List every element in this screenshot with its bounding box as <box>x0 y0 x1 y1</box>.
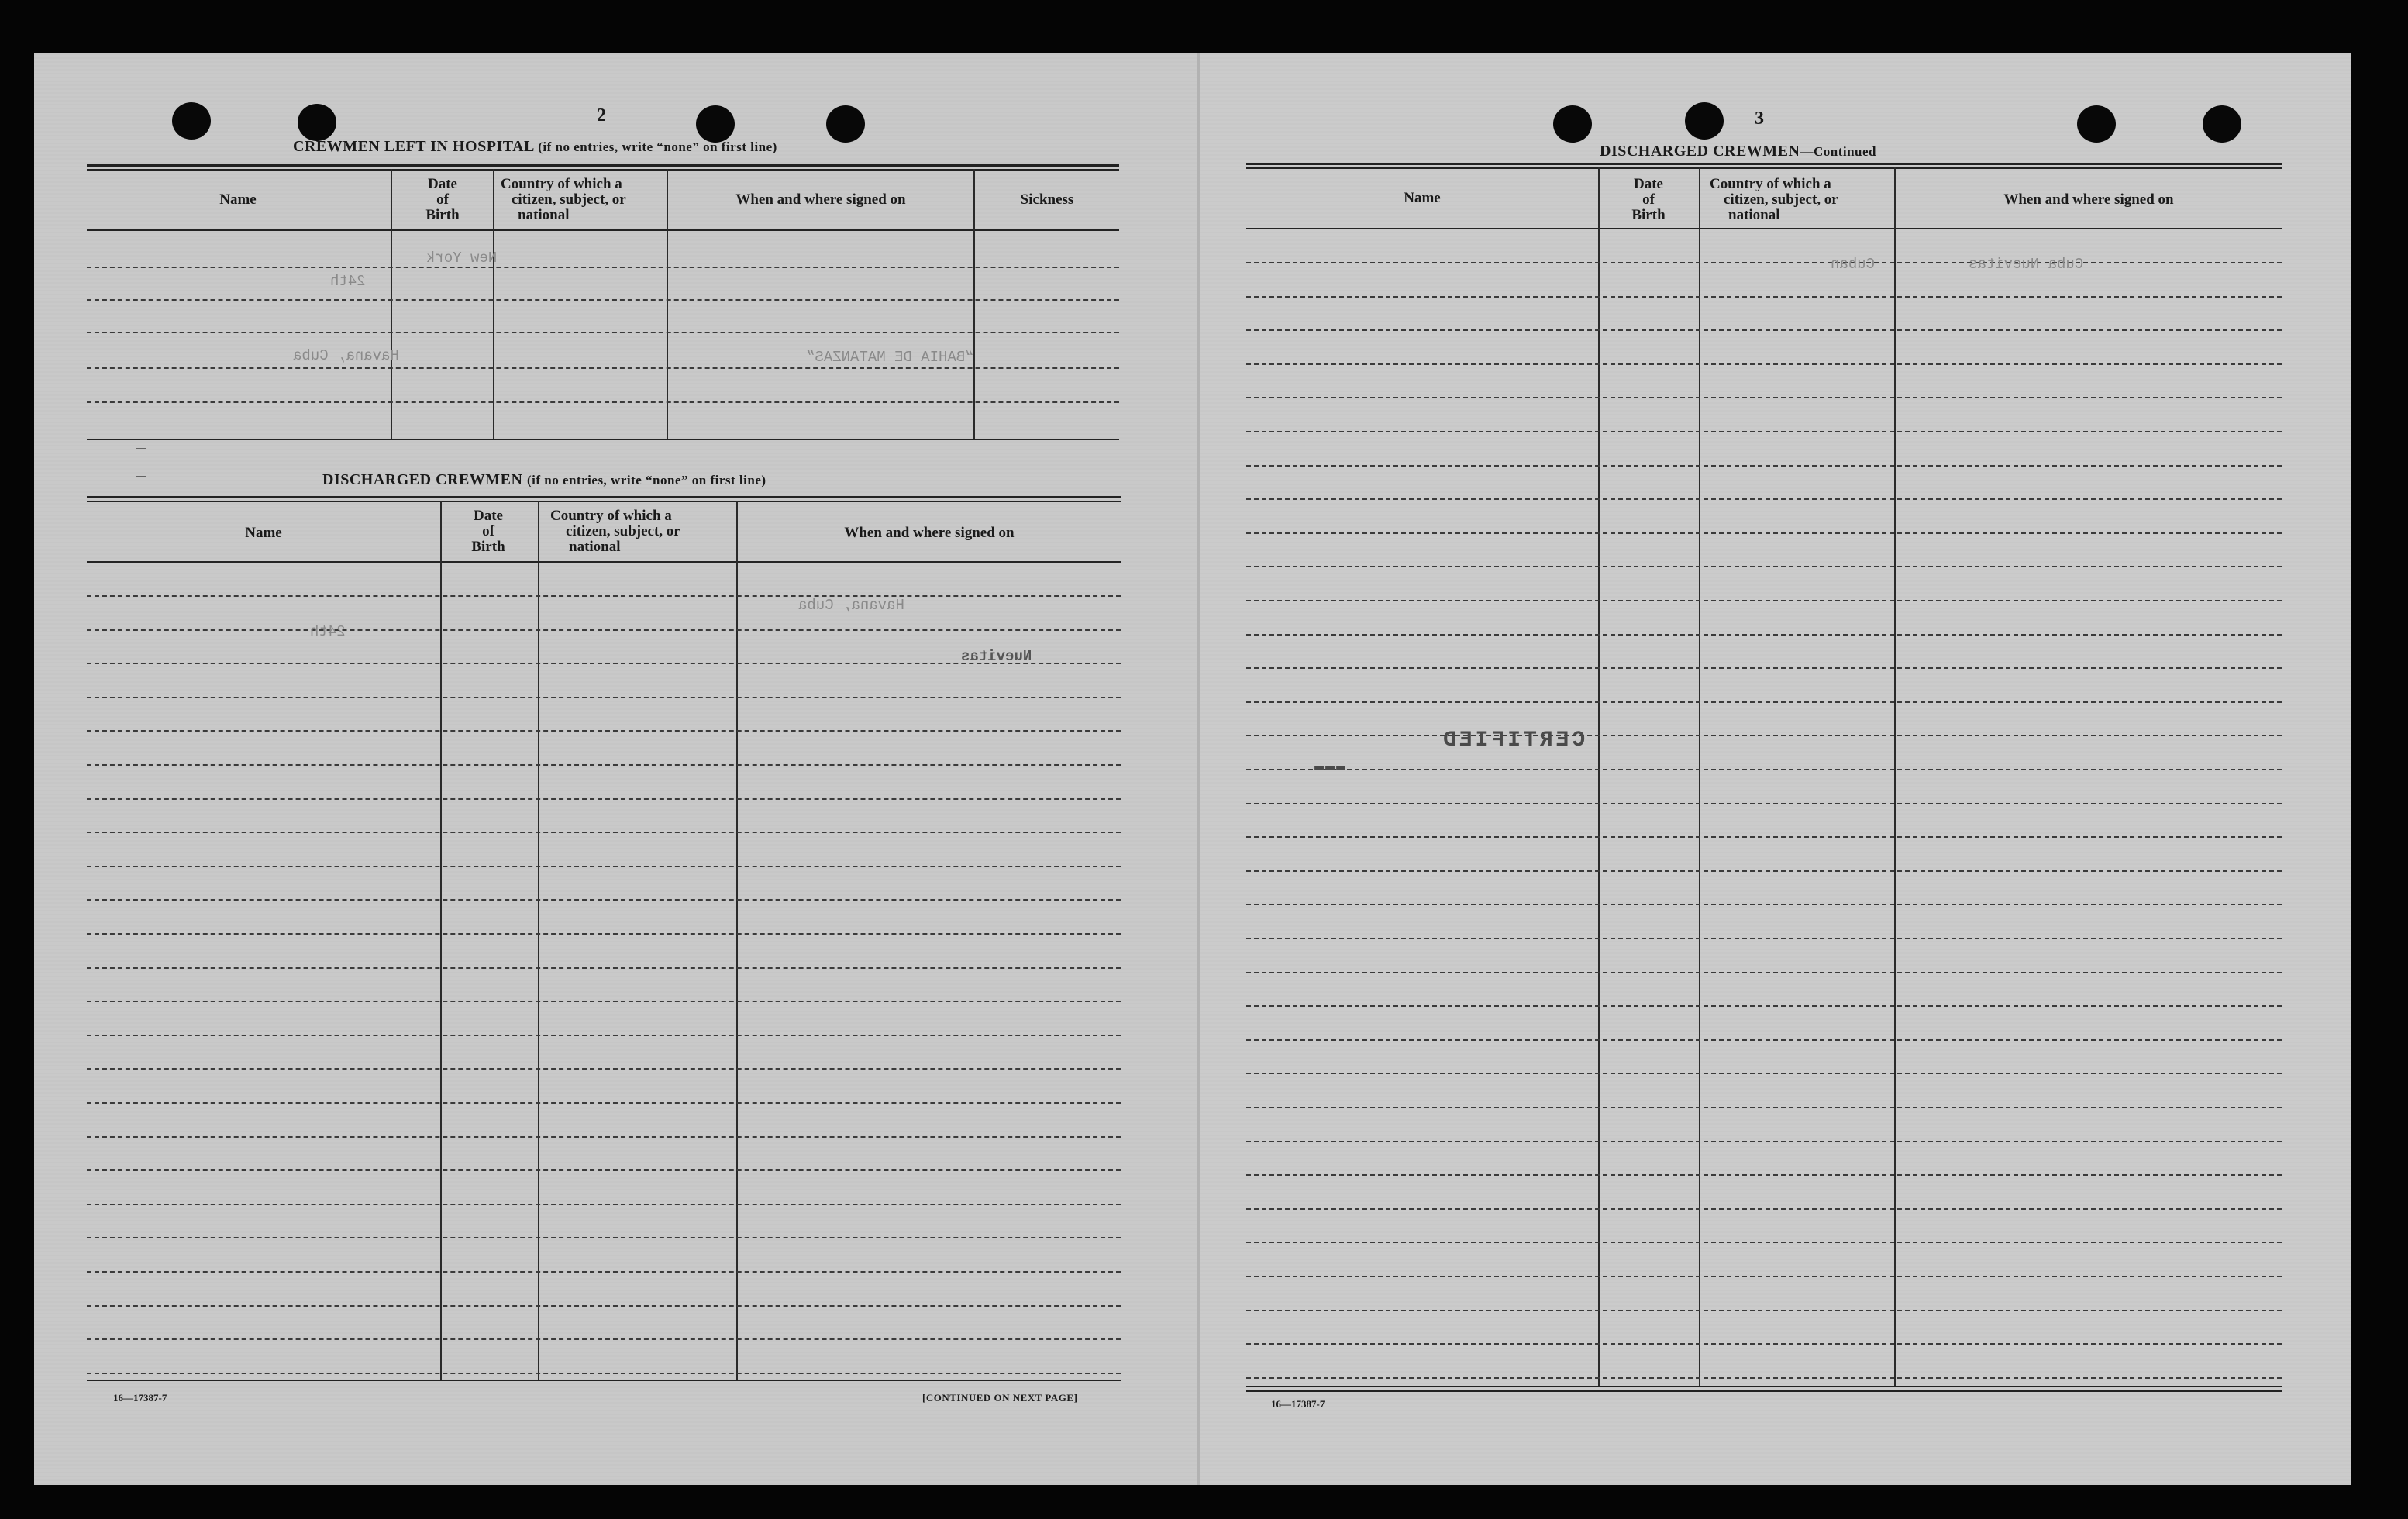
col-header-country <box>501 177 668 223</box>
entry-line <box>1246 1343 2282 1345</box>
entry-line <box>1246 1107 2282 1108</box>
column-divider <box>973 169 975 440</box>
country-line: citizen, subject, or <box>512 191 626 208</box>
column-divider <box>736 501 738 1380</box>
col-header-dob <box>394 177 491 223</box>
table-top-rule <box>87 501 1121 502</box>
page-number: 2 <box>597 105 606 126</box>
entry-line <box>1246 1242 2282 1243</box>
entry-line <box>1246 1208 2282 1210</box>
header-bottom-rule <box>87 561 1121 563</box>
col-header-signed-on: When and where signed on <box>844 525 1015 541</box>
table-top-rule <box>1246 167 2282 169</box>
entry-line <box>87 595 1121 597</box>
entry-line <box>1246 836 2282 838</box>
discharged-title-text: DISCHARGED CREWMEN <box>1600 143 1800 160</box>
entry-line <box>1246 1276 2282 1277</box>
punch-hole <box>172 102 211 140</box>
entry-line <box>87 933 1121 935</box>
dob-line: Birth <box>425 207 460 223</box>
entry-line <box>1246 1039 2282 1041</box>
entry-line <box>1246 431 2282 432</box>
country-line: Country of which a <box>501 176 622 192</box>
discharged-title-text: DISCHARGED CREWMEN <box>322 471 523 488</box>
entry-line <box>1246 938 2282 939</box>
bleed-text: Cuba Nuevitas <box>1969 256 2084 273</box>
table-top-rule <box>87 496 1121 498</box>
entry-line <box>1246 735 2282 736</box>
entry-line <box>87 730 1121 732</box>
punch-hole <box>2077 105 2116 143</box>
bleed-text: “BAHIA DE MATANZAS” <box>806 349 974 366</box>
entry-line <box>1246 600 2282 601</box>
col-header-sickness: Sickness <box>1020 191 1074 208</box>
entry-line <box>1246 1073 2282 1074</box>
discharged-section-title <box>322 471 766 489</box>
entry-line <box>1246 634 2282 636</box>
entry-line <box>1246 465 2282 467</box>
entry-line <box>1246 667 2282 669</box>
page-number: 3 <box>1755 108 1764 129</box>
col-header-dob <box>443 508 533 555</box>
form-code: 16—17387-7 <box>1271 1398 1325 1410</box>
bleed-text: Cuban <box>1831 256 1876 273</box>
column-divider <box>1894 167 1896 1387</box>
entry-line <box>1246 1005 2282 1007</box>
column-divider <box>493 169 494 440</box>
country-line: national <box>1728 207 1780 223</box>
table-top-rule <box>87 164 1119 167</box>
punch-hole <box>696 105 735 143</box>
hospital-instruction: (if no entries, write “none” on first line) <box>538 140 777 154</box>
bleed-text: 24th <box>310 623 346 640</box>
entry-line <box>87 299 1119 301</box>
entry-line <box>1246 870 2282 872</box>
table-bottom-rule <box>1246 1386 2282 1387</box>
stamp-mark: ▬▬▬ <box>1313 758 1346 776</box>
entry-line <box>87 764 1121 766</box>
dob-line: Date <box>428 176 457 192</box>
entry-line <box>1246 532 2282 534</box>
entry-line <box>87 367 1119 369</box>
entry-line <box>87 629 1121 631</box>
header-bottom-rule <box>1246 228 2282 229</box>
entry-line <box>1246 296 2282 298</box>
punch-hole <box>826 105 865 143</box>
form-code: 16—17387-7 <box>113 1392 167 1404</box>
entry-line <box>1246 701 2282 703</box>
entry-line <box>1246 397 2282 398</box>
entry-line <box>87 1271 1121 1273</box>
entry-line <box>87 1305 1121 1307</box>
column-divider <box>1598 167 1600 1387</box>
entry-line <box>87 1102 1121 1104</box>
dob-line: Date <box>1634 176 1663 192</box>
entry-line <box>87 1204 1121 1205</box>
dob-line: Birth <box>1631 207 1666 223</box>
entry-line <box>1246 566 2282 567</box>
col-header-signed-on: When and where signed on <box>2003 191 2174 208</box>
hospital-title-text: CREWMEN LEFT IN HOSPITAL <box>293 138 534 155</box>
entry-line <box>1246 769 2282 770</box>
discharged-continued-title <box>1600 143 1876 160</box>
bleed-text: New York <box>426 250 498 267</box>
entry-line <box>1246 803 2282 804</box>
column-divider <box>440 501 442 1380</box>
col-header-country <box>550 508 736 555</box>
dob-line: of <box>482 523 494 539</box>
entry-line <box>87 1136 1121 1138</box>
entry-line <box>87 401 1119 403</box>
punch-hole <box>2203 105 2241 143</box>
margin-tick: — <box>136 468 146 486</box>
country-line: national <box>518 207 570 223</box>
dob-line: Date <box>474 508 503 524</box>
dob-line: of <box>436 191 449 208</box>
entry-line <box>87 1373 1121 1374</box>
entry-line <box>87 899 1121 901</box>
bleed-text: 24th <box>330 273 366 290</box>
entry-line <box>87 267 1119 268</box>
entry-line <box>1246 498 2282 500</box>
hospital-section-title <box>293 138 777 156</box>
table-bottom-rule <box>87 439 1119 440</box>
entry-line <box>1246 363 2282 365</box>
entry-line <box>87 866 1121 867</box>
entry-line <box>87 798 1121 800</box>
column-divider <box>538 501 539 1380</box>
col-header-name: Name <box>245 525 282 541</box>
col-header-signed-on: When and where signed on <box>735 191 906 208</box>
table-bottom-rule <box>87 1380 1121 1381</box>
dob-line: of <box>1642 191 1655 208</box>
entry-line <box>1246 1377 2282 1379</box>
entry-line <box>87 967 1121 969</box>
entry-line <box>87 1068 1121 1070</box>
column-divider <box>391 169 392 440</box>
entry-line <box>87 1035 1121 1036</box>
entry-line <box>1246 904 2282 905</box>
column-divider <box>1699 167 1700 1387</box>
col-header-name: Name <box>1404 190 1441 206</box>
table-top-rule <box>87 169 1119 170</box>
col-header-dob <box>1601 177 1696 223</box>
margin-tick: — <box>136 440 146 458</box>
entry-line <box>87 332 1119 333</box>
entry-line <box>87 1169 1121 1171</box>
bleed-text: Nuevitas <box>961 648 1032 665</box>
entry-line <box>87 1237 1121 1238</box>
dob-line: Birth <box>471 539 505 555</box>
entry-line <box>87 697 1121 698</box>
page-fold <box>1197 53 1200 1485</box>
country-line: Country of which a <box>1710 176 1831 192</box>
country-line: national <box>569 539 621 555</box>
stamp-mark: CERTIFIED <box>1440 728 1586 753</box>
bleed-text: Havana, Cuba <box>798 597 904 614</box>
column-divider <box>667 169 668 440</box>
header-bottom-rule <box>87 229 1119 231</box>
punch-hole <box>1553 105 1592 143</box>
col-header-country <box>1710 177 1893 223</box>
entry-line <box>1246 329 2282 331</box>
country-line: citizen, subject, or <box>566 523 680 539</box>
table-bottom-rule <box>1246 1390 2282 1392</box>
country-line: Country of which a <box>550 508 672 524</box>
bleed-text: Havana, Cuba <box>293 347 399 364</box>
entry-line <box>1246 1174 2282 1176</box>
entry-line <box>1246 1141 2282 1142</box>
punch-hole <box>298 104 336 141</box>
continued-suffix: —Continued <box>1800 144 1876 159</box>
entry-line <box>1246 1310 2282 1311</box>
country-line: citizen, subject, or <box>1724 191 1838 208</box>
entry-line <box>87 832 1121 833</box>
continued-note: [CONTINUED ON NEXT PAGE] <box>922 1392 1078 1404</box>
col-header-name: Name <box>219 191 257 208</box>
table-top-rule <box>1246 163 2282 165</box>
entry-line <box>87 1338 1121 1340</box>
entry-line <box>1246 262 2282 264</box>
entry-line <box>87 1001 1121 1002</box>
discharged-instruction: (if no entries, write “none” on first line) <box>526 473 766 487</box>
entry-line <box>1246 972 2282 973</box>
punch-hole <box>1685 102 1724 140</box>
